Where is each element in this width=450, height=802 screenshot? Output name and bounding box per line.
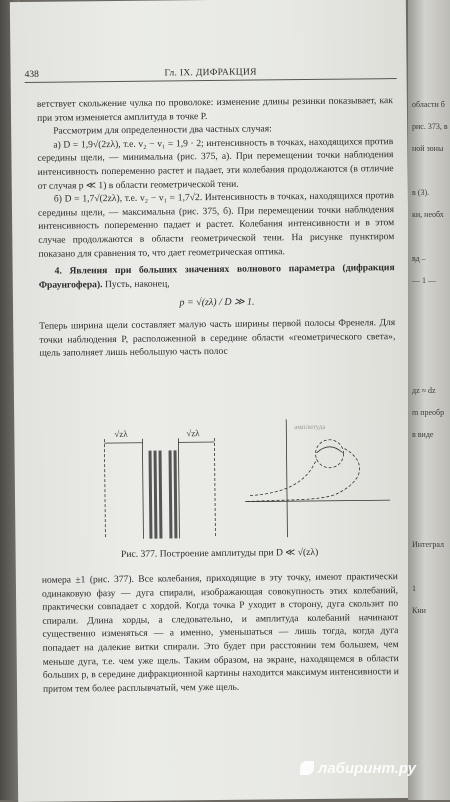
section-heading: 4. Явления при больших значениях волнового параметра (дифракция Фраунгофера). bbox=[39, 262, 395, 290]
next-page-line: ной зоны bbox=[412, 144, 443, 153]
book-page bbox=[10, 0, 414, 802]
paragraph-4: б) D = 1,7√(2zλ), т.е. v₂ − v₁ = 1,7√2. Интенсивность в точках, находящихся против середины щели, — максимальна (рис. 375, б). При перемещении точки наблюдения интенсивность попеременно падает и растет. Колебания интенсивности и в этом случае продолжаются в области геометрической тени. На рисунке пунктиром показано для сравнения то, что дает геометрическая оптика. bbox=[38, 189, 395, 261]
formula: p = √(zλ) / D ≫ 1. bbox=[39, 294, 395, 311]
watermark bbox=[300, 760, 416, 777]
figure-caption: Рис. 377. Построение амплитуды при D ≪ √(zλ) bbox=[42, 546, 398, 561]
paragraph-5 bbox=[39, 261, 395, 292]
next-page-line: дz ≈ dz bbox=[412, 386, 436, 395]
next-page-line: — 1 — bbox=[412, 276, 436, 285]
next-page-line: в (3). bbox=[412, 188, 429, 197]
label-left: √zλ bbox=[114, 429, 128, 439]
paragraph-7: номера ±1 (рис. 377). Все колебания, приходящие в эту точку, имеют практически одинаковую фазу — дуга спирали, изображающая совокупность этих колебаний, практически совпадает с хордой. Когда точка P уходит в сторону, дуга скользит по спирали. Длина хорды, а следовательно, и амплитуда колебаний начинают существенно изменяться — а именно, уменьшаться — лишь тогда, когда дуга попадает на далекие витки спирали. Это будет при расстоянии тем большем, чем меньше дуга, т.е. чем уже щель. Таким образом, на экране, находящемся в области больших p, в середине дифракционной картины находится максимум интенсивности и притом тем более расплывчатый, чем уже щель. bbox=[42, 570, 399, 696]
watermark-text: лабиринт.ру bbox=[318, 760, 416, 777]
next-page-line: области б bbox=[412, 100, 445, 109]
next-page-line: 1 bbox=[412, 584, 416, 593]
section-lead: Пусть, наконец, bbox=[105, 278, 170, 290]
label-amplitude: амплитуда bbox=[294, 423, 326, 431]
next-page-edge bbox=[408, 0, 450, 800]
next-page-line: m преобр bbox=[412, 408, 444, 417]
next-page-line: в виде bbox=[412, 430, 433, 439]
leaf-icon bbox=[300, 761, 314, 775]
paragraph-2: Рассмотрим для определенности два частных случая: bbox=[37, 121, 393, 138]
figure-drawing bbox=[44, 418, 395, 542]
text-block-bottom bbox=[42, 570, 399, 696]
next-page-line: ки, необх bbox=[412, 210, 444, 219]
label-right: √zλ bbox=[186, 428, 200, 438]
next-page-line: рис. 373, в bbox=[412, 122, 448, 131]
next-page-line: Кни bbox=[412, 606, 426, 615]
next-page-line: вд – bbox=[412, 254, 426, 263]
paragraph-3: а) D = 1,9√(2zλ), т.е. v₂ − v₁ = 1,9 · 2; интенсивность в точках, находящихся против середины щели, — минимальна (рис. 375, а). При перемещении точки наблюдения интенсивность попеременно растет и падает, эти колебания продолжаются (в отличие от случая p ≪ 1) в области геометрической тени. bbox=[37, 135, 394, 193]
text-block-top bbox=[37, 94, 396, 360]
paragraph-1: ветствует скольжение чулка по проволоке: изменение длины резинки показывает, как при этом изменяется амплитуда в точке P. bbox=[37, 94, 393, 125]
page-header bbox=[25, 64, 397, 83]
page-number: 438 bbox=[25, 70, 39, 80]
next-page-line: Интеграл bbox=[412, 540, 444, 549]
paragraph-6: Теперь ширина щели составляет малую часть ширины первой полосы Френеля. Для точки наблюдения P, расположенной в середине области «геометрического света», щель заполняет лишь небольшую часть полос bbox=[39, 316, 395, 361]
figure-377 bbox=[44, 418, 395, 542]
chapter-title: Гл. IX. ДИФРАКЦИЯ bbox=[25, 66, 397, 80]
